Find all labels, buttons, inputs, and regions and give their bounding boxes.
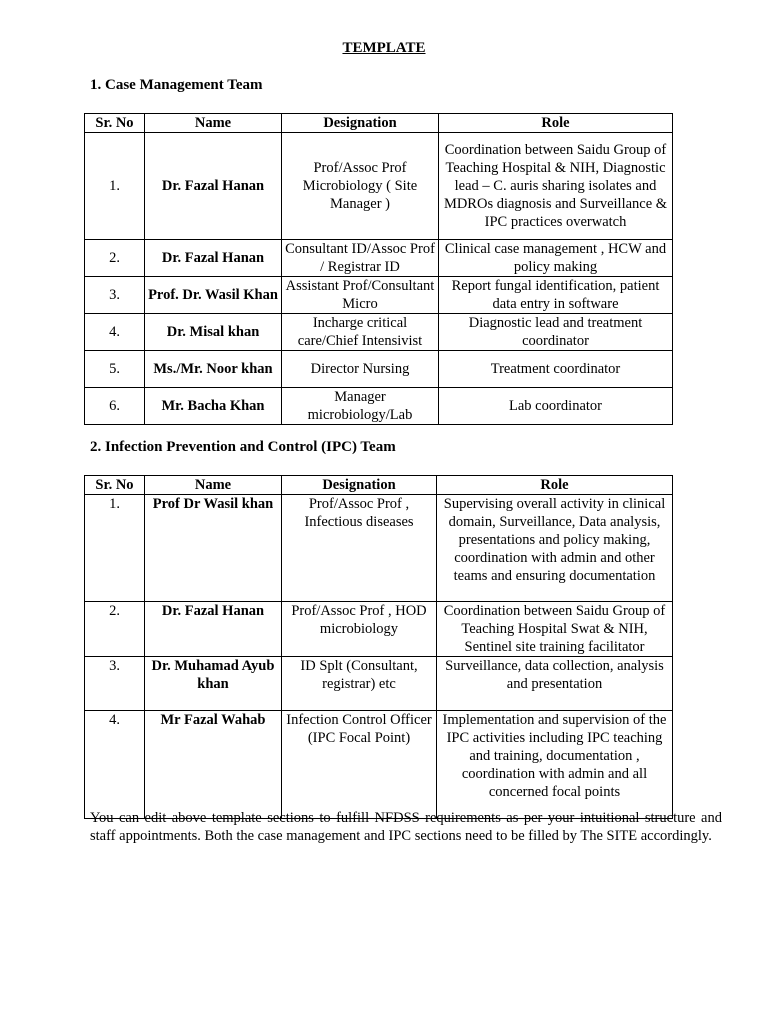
table-row — [85, 388, 673, 425]
cell-name: Mr. Bacha Khan — [145, 388, 282, 425]
table-row — [85, 314, 673, 351]
cell-sr-no: 4. — [85, 314, 145, 351]
cell-designation: Assistant Prof/Consultant Micro — [282, 277, 439, 314]
header-name: Name — [145, 476, 282, 495]
header-role: Role — [437, 476, 673, 495]
cell-name: Ms./Mr. Noor khan — [145, 351, 282, 388]
section2-heading: 2. Infection Prevention and Control (IPC) Team — [90, 439, 396, 455]
table-row — [85, 711, 673, 819]
header-sr-no: Sr. No — [85, 114, 145, 133]
cell-sr-no: 6. — [85, 388, 145, 425]
cell-role: Coordination between Saidu Group of Teaching Hospital & NIH, Diagnostic lead – C. auris sharing isolates and MDROs diagnosis and Surveillance & IPC practices overwatch — [439, 133, 673, 240]
cell-designation: Prof/Assoc Prof , Infectious diseases — [282, 495, 437, 602]
section1-heading: 1. Case Management Team — [90, 77, 263, 93]
header-sr-no: Sr. No — [85, 476, 145, 495]
page-title: TEMPLATE — [342, 40, 426, 56]
case-management-table — [84, 113, 673, 425]
cell-role: Coordination between Saidu Group of Teaching Hospital Swat & NIH, Sentinel site training facilitator — [437, 602, 673, 657]
cell-designation: Prof/Assoc Prof Microbiology ( Site Manager ) — [282, 133, 439, 240]
cell-sr-no: 1. — [85, 495, 145, 602]
cell-sr-no: 5. — [85, 351, 145, 388]
cell-role: Lab coordinator — [439, 388, 673, 425]
cell-name: Prof. Dr. Wasil Khan — [145, 277, 282, 314]
cell-sr-no: 1. — [85, 133, 145, 240]
cell-sr-no: 3. — [85, 277, 145, 314]
table-row — [85, 602, 673, 657]
header-name: Name — [145, 114, 282, 133]
header-role: Role — [439, 114, 673, 133]
cell-sr-no: 3. — [85, 657, 145, 711]
header-designation: Designation — [282, 114, 439, 133]
table-header-row — [85, 114, 673, 133]
cell-name: Dr. Misal khan — [145, 314, 282, 351]
table-row — [85, 133, 673, 240]
cell-designation: Consultant ID/Assoc Prof / Registrar ID — [282, 240, 439, 277]
cell-role: Diagnostic lead and treatment coordinator — [439, 314, 673, 351]
table-row — [85, 351, 673, 388]
ipc-team-table — [84, 475, 673, 819]
cell-role: Surveillance, data collection, analysis and presentation — [437, 657, 673, 711]
designation-line: Infection Control Officer — [286, 712, 432, 728]
cell-designation: Prof/Assoc Prof , HOD microbiology — [282, 602, 437, 657]
cell-name: Dr. Fazal Hanan — [145, 602, 282, 657]
cell-designation: Manager microbiology/Lab — [282, 388, 439, 425]
cell-role: Report fungal identification, patient data entry in software — [439, 277, 673, 314]
designation-line: (IPC Focal Point) — [307, 730, 411, 746]
cell-name: Mr Fazal Wahab — [145, 711, 282, 819]
table-row — [85, 277, 673, 314]
cell-designation — [282, 711, 437, 819]
cell-role: Implementation and supervision of the IPC activities including IPC teaching and training, documentation , coordination with admin and all concerned focal points — [437, 711, 673, 819]
table-row — [85, 657, 673, 711]
cell-designation: Director Nursing — [282, 351, 439, 388]
cell-name: Dr. Muhamad Ayub khan — [145, 657, 282, 711]
cell-sr-no: 2. — [85, 240, 145, 277]
cell-name: Prof Dr Wasil khan — [145, 495, 282, 602]
table-row — [85, 240, 673, 277]
table-header-row — [85, 476, 673, 495]
cell-designation: Incharge critical care/Chief Intensivist — [282, 314, 439, 351]
cell-role: Treatment coordinator — [439, 351, 673, 388]
table-row — [85, 495, 673, 602]
instruction-note: You can edit above template sections to fulfill NFDSS requirements as per your intuitional structure and staff appointments. Both the case management and IPC sections need to be filled by The SITE accordingly. — [90, 810, 722, 844]
header-designation: Designation — [282, 476, 437, 495]
cell-sr-no: 2. — [85, 602, 145, 657]
cell-role: Clinical case management , HCW and policy making — [439, 240, 673, 277]
cell-sr-no: 4. — [85, 711, 145, 819]
cell-name: Dr. Fazal Hanan — [145, 240, 282, 277]
cell-designation: ID Splt (Consultant, registrar) etc — [282, 657, 437, 711]
cell-name: Dr. Fazal Hanan — [145, 133, 282, 240]
cell-role: Supervising overall activity in clinical domain, Surveillance, Data analysis, presentations and policy making, coordination with admin and other teams and ensuring documentation — [437, 495, 673, 602]
